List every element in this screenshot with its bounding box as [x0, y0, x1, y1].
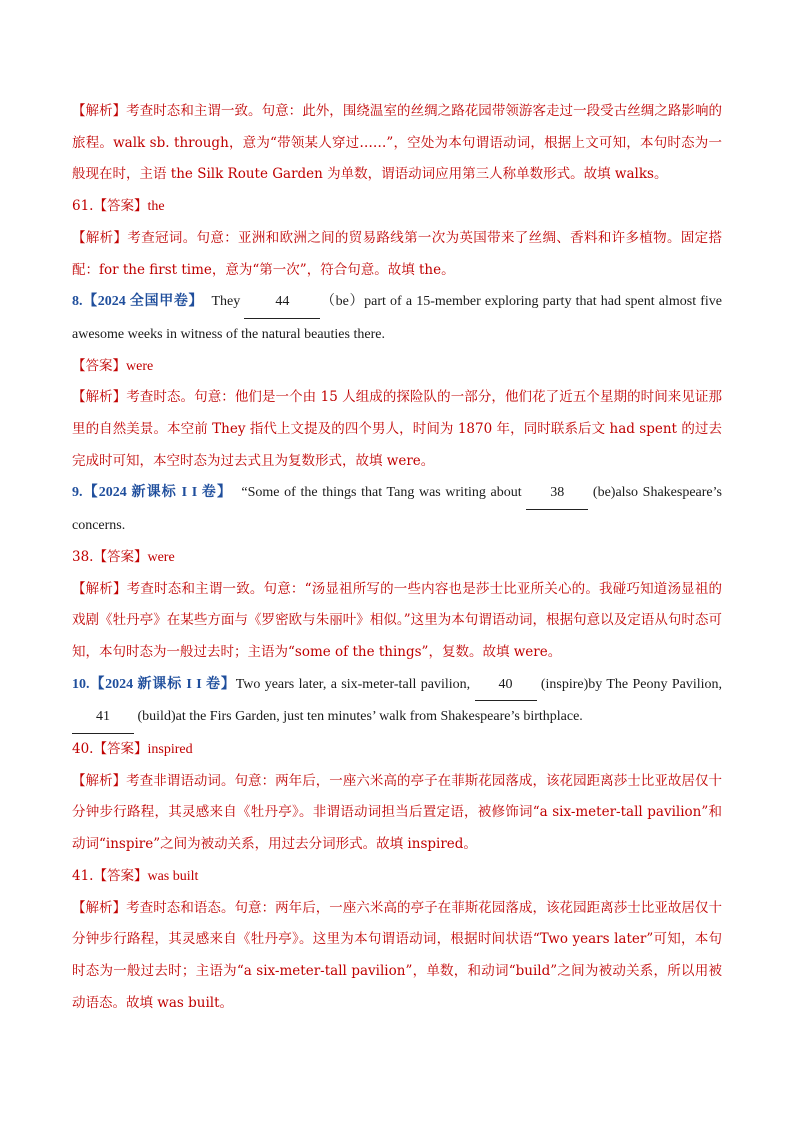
blank-38: 38 [526, 477, 588, 510]
question-paragraph: 9.【2024 新课标 I I 卷】 “Some of the things that Tang was writing about 38 (be)also Shakespeare’s concerns. [72, 477, 722, 541]
answer-line: 38.【答案】were [72, 548, 175, 565]
answer-line: 40.【答案】inspired [72, 741, 193, 758]
document-page [72, 96, 722, 1019]
analysis-paragraph: 【解析】考查时态和主谓一致。句意：“汤显祖所写的一些内容也是莎士比亚所关心的。我碰巧知道汤显祖的戏剧《牡丹亭》在某些方面与《罗密欧与朱丽叶》相似。”这里为本句谓语动词，根据句意以及定语从句时态可知，本句时态为一般过去时；主语为“some of the things”，复数。故填 were。 [72, 580, 722, 660]
blank-44: 44 [244, 286, 320, 319]
question-paragraph: 8.【2024 全国甲卷】 They 44 （be）part of a 15-member exploring party that had spent almost five awesome weeks in witness of the natural beauties there. [72, 286, 722, 350]
blank-40: 40 [475, 669, 537, 702]
question-paragraph: 10.【2024 新课标 I I 卷】Two years later, a six-meter-tall pavilion, 40 (inspire)by The Peony Pavilion, 41 (build)at the Firs Garden, just ten minutes’ walk from Shakespeare’s birthplace. [72, 669, 722, 734]
analysis-paragraph: 【解析】考查冠词。句意：亚洲和欧洲之间的贸易路线第一次为英国带来了丝绸、香料和许多植物。固定搭配：for the first time，意为“第一次”，符合句意。故填 the。 [72, 229, 723, 278]
analysis-paragraph: 【解析】考查时态。句意：他们是一个由 15 人组成的探险队的一部分，他们花了近五个星期的时间来见证那里的自然美景。本空前 They 指代上文提及的四个男人，时间为 1870 年，同时联系后文 had spent 的过去完成时可知，本空时态为过去式且为复数形式，故填 were。 [72, 389, 722, 469]
answer-line: 61.【答案】the [72, 198, 165, 215]
analysis-paragraph: 【解析】考查时态和主谓一致。句意：此外，围绕温室的丝绸之路花园带领游客走过一段受古丝绸之路影响的旅程。walk sb. through，意为“带领某人穿过……”，空处为本句谓语动词，根据上文可知，本句时态为一般现在时，主语 the Silk Route Garden 为单数，谓语动词应用第三人称单数形式。故填 walks。 [72, 103, 723, 183]
analysis-paragraph: 【解析】考查非谓语动词。句意：两年后，一座六米高的亭子在菲斯花园落成，该花园距离莎士比亚故居仅十分钟步行路程，其灵感来自《牡丹亭》。非谓语动词担当后置定语，被修饰词“a six-meter-tall pavilion”和动词“inspire”之间为被动关系，用过去分词形式。故填 inspired。 [72, 772, 723, 853]
analysis-paragraph: 【解析】考查时态和语态。句意：两年后，一座六米高的亭子在菲斯花园落成，该花园距离莎士比亚故居仅十分钟步行路程，其灵感来自《牡丹亭》。这里为本句谓语动词，根据时间状语“Two years later”可知，本句时态为一般过去时；主语为“a six-meter-tall pavilion”，单数，和动词“build”之间为被动关系，所以用被动语态。故填 was built。 [72, 899, 723, 1011]
blank-41: 41 [72, 701, 134, 734]
answer-line: 【答案】were [72, 357, 154, 374]
answer-line: 41.【答案】was built [72, 867, 199, 884]
